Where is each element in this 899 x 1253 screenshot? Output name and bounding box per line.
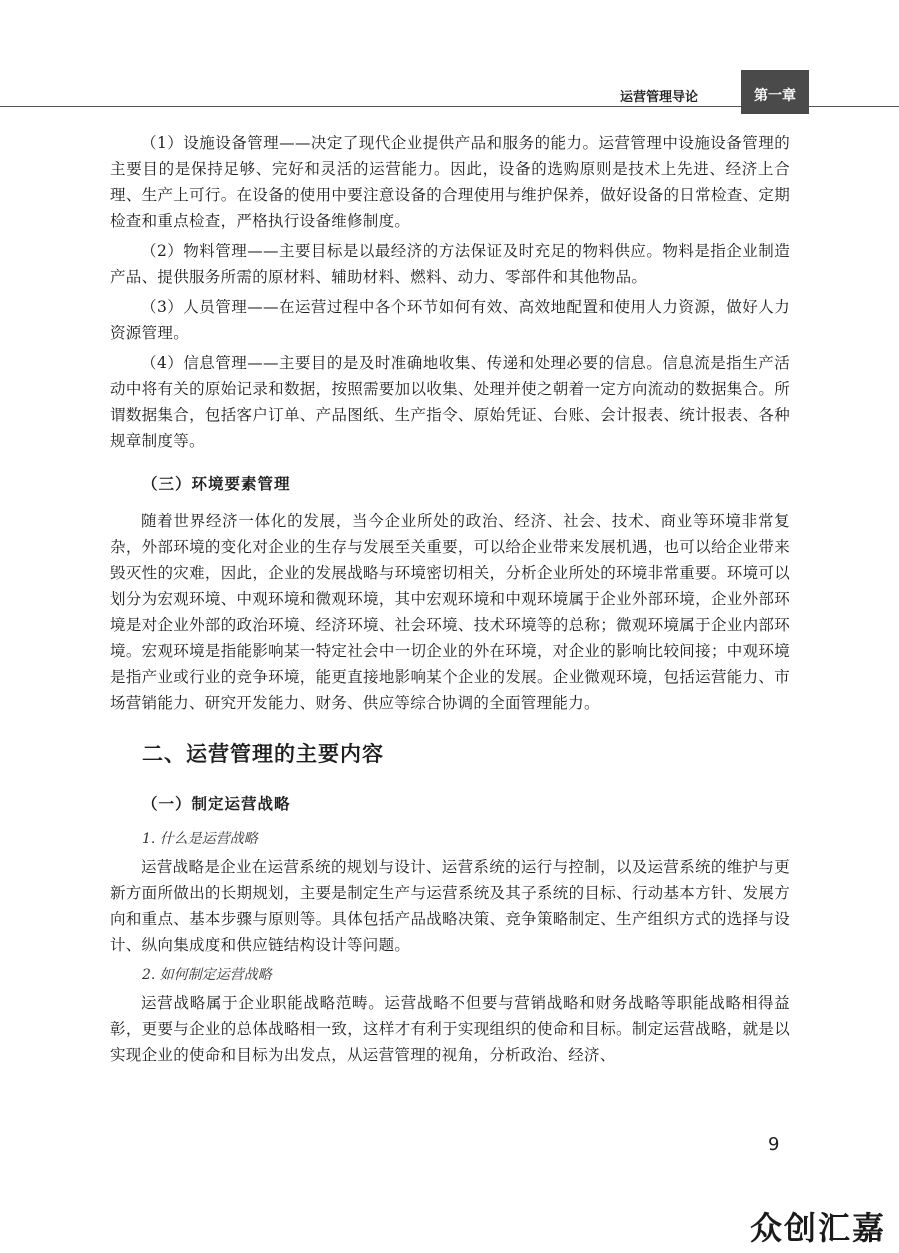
subsection-heading-strategy: （一）制定运营战略 — [142, 795, 291, 813]
paragraph-information: （4）信息管理——主要目的是及时准确地收集、传递和处理必要的信息。信息流是指生产活动中将有关的原始记录和数据，按照需要加以收集、处理并使之朝着一定方向流动的数据集合。所谓数据集合，包括客户订单、产品图纸、生产指令、原始凭证、台账、会计报表、统计报表、各种规章制度等。 — [110, 354, 790, 450]
paragraph-materials: （2）物料管理——主要目标是以最经济的方法保证及时充足的物料供应。物料是指企业制造产品、提供服务所需的原材料、辅助材料、燃料、动力、零部件和其他物品。 — [110, 242, 790, 286]
paragraph-what-is-strategy: 运营战略是企业在运营系统的规划与设计、运营系统的运行与控制，以及运营系统的维护与更新方面所做出的长期规划，主要是制定生产与运营系统及其子系统的目标、行动基本方针、发展方向和重点、基本步骤与原则等。具体包括产品战略决策、竞争策略制定、生产组织方式的选择与设计、纵向集成度和供应链结构设计等问题。 — [110, 858, 790, 954]
paragraph-personnel: （3）人员管理——在运营过程中各个环节如何有效、高效地配置和使用人力资源，做好人力资源管理。 — [110, 298, 790, 342]
chapter-tab: 第一章 — [741, 70, 809, 114]
running-header-title: 运营管理导论 — [620, 90, 699, 105]
paragraph-how-to-strategy: 运营战略属于企业职能战略范畴。运营战略不但要与营销战略和财务战略等职能战略相得益彰，更要与企业的总体战略相一致，这样才有利于实现组织的使命和目标。制定运营战略，就是以实现企业的使命和目标为出发点，从运营管理的视角，分析政治、经济、 — [110, 994, 790, 1064]
page-number: 9 — [768, 1134, 780, 1155]
paragraph-environment: 随着世界经济一体化的发展，当今企业所处的政治、经济、社会、技术、商业等环境非常复杂，外部环境的变化对企业的生存与发展至关重要，可以给企业带来发展机遇，也可以给企业带来毁灭性的灾难，因此，企业的发展战略与环境密切相关，分析企业所处的环境非常重要。环境可以划分为宏观环境、中观环境和微观环境，其中宏观环境和中观环境属于企业外部环境，企业外部环境是对企业外部的政治环境、经济环境、社会环境、技术环境等的总称；微观环境属于企业内部环境。宏观环境是指能影响某一特定社会中一切企业的外在环境，对企业的影响比较间接；中观环境是指产业或行业的竞争环境，能更直接地影响某个企业的发展。企业微观环境，包括运营能力、市场营销能力、研究开发能力、财务、供应等综合协调的全面管理能力。 — [110, 512, 790, 712]
watermark-logo: 众创汇嘉 — [750, 1209, 887, 1247]
item-heading-what: 1. 什么是运营战略 — [142, 831, 258, 847]
paragraph-facilities: （1）设施设备管理——决定了现代企业提供产品和服务的能力。运营管理中设施设备管理的主要目的是保持足够、完好和灵活的运营能力。因此，设备的选购原则是技术上先进、经济上合理、生产上可行。在设备的使用中要注意设备的合理使用与维护保养，做好设备的日常检查、定期检查和重点检查，严格执行设备维修制度。 — [110, 134, 790, 230]
item-heading-how: 2. 如何制定运营战略 — [142, 967, 272, 983]
section-heading-environment: （三）环境要素管理 — [142, 475, 291, 493]
chapter-section-heading: 二、运营管理的主要内容 — [142, 742, 384, 766]
page-body — [110, 130, 790, 1072]
